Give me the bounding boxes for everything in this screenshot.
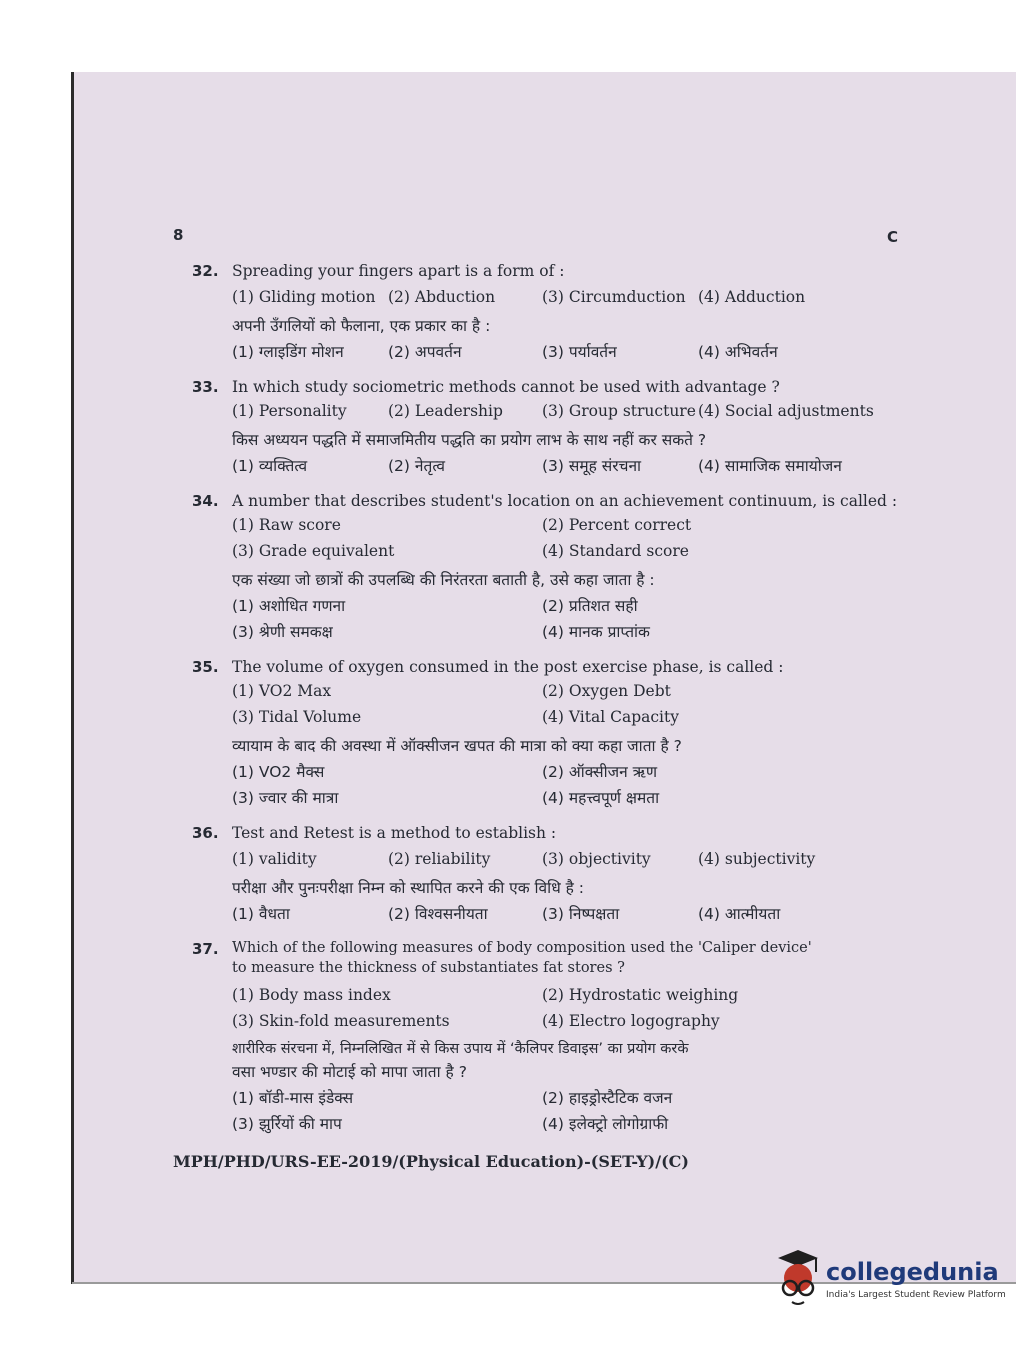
option-4-en: (4) Adduction: [698, 288, 806, 306]
option-4-en: (4) Social adjustments: [698, 402, 874, 420]
option-1-hi: (1) व्यक्तित्व: [232, 457, 308, 475]
option-2-en: (2) reliability: [388, 850, 491, 868]
option-4-hi: (4) महत्त्वपूर्ण क्षमता: [542, 789, 660, 807]
question-text-hi: एक संख्या जो छात्रों की उपलब्धि की निरंतरता बताती है, उसे कहा जाता है :: [232, 571, 655, 589]
question-number: 36.: [192, 824, 219, 842]
option-3-hi: (3) पर्यावर्तन: [542, 343, 617, 361]
question-text-hi: शारीरिक संरचना में, निम्नलिखित में से किस उपाय में ‘कैलिपर डिवाइस’ का प्रयोग करके: [232, 1041, 689, 1057]
option-1-hi: (1) VO2 मैक्स: [232, 763, 325, 781]
question-text-en: The volume of oxygen consumed in the post exercise phase, is called :: [232, 658, 784, 676]
collegedunia-logo: [768, 1248, 1006, 1310]
option-2-en: (2) Abduction: [388, 288, 496, 306]
exam-code-footer: MPH/PHD/URS-EE-2019/(Physical Education)-(SET-Y)/(C): [173, 1152, 689, 1171]
option-3-en: (3) objectivity: [542, 850, 651, 868]
option-3-hi: (3) श्रेणी समकक्ष: [232, 623, 333, 641]
logo-name: collegedunia: [826, 1258, 999, 1286]
option-1-en: (1) VO2 Max: [232, 682, 332, 700]
option-4-hi: (4) इलेक्ट्रो लोगोग्राफी: [542, 1115, 669, 1133]
option-1-en: (1) Body mass index: [232, 986, 391, 1004]
option-3-en: (3) Tidal Volume: [232, 708, 362, 726]
option-1-en: (1) Raw score: [232, 516, 341, 534]
mascot-icon: [768, 1248, 824, 1310]
option-2-hi: (2) प्रतिशत सही: [542, 597, 638, 615]
option-1-hi: (1) बॉडी-मास इंडेक्स: [232, 1089, 354, 1107]
option-3-hi: (3) समूह संरचना: [542, 457, 642, 475]
option-1-hi: (1) वैधता: [232, 905, 290, 923]
option-2-en: (2) Leadership: [388, 402, 503, 420]
option-1-en: (1) Gliding motion: [232, 288, 376, 306]
option-2-en: (2) Hydrostatic weighing: [542, 986, 739, 1004]
question-text-en-cont: to measure the thickness of substantiates fat stores ?: [232, 960, 625, 976]
question-number: 35.: [192, 658, 219, 676]
option-1-en: (1) validity: [232, 850, 317, 868]
option-3-en: (3) Group structure: [542, 402, 696, 420]
option-4-hi: (4) आत्मीयता: [698, 905, 781, 923]
question-text-en: Test and Retest is a method to establish :: [232, 824, 557, 842]
option-1-hi: (1) ग्लाइडिंग मोशन: [232, 343, 344, 361]
question-text-en: Spreading your fingers apart is a form of :: [232, 262, 565, 280]
question-number: 34.: [192, 492, 219, 510]
option-4-hi: (4) सामाजिक समायोजन: [698, 457, 842, 475]
page-number: 8: [173, 226, 184, 244]
option-2-en: (2) Percent correct: [542, 516, 692, 534]
scan-edge: [71, 72, 74, 1284]
option-4-hi: (4) अभिवर्तन: [698, 343, 778, 361]
option-2-hi: (2) विश्वसनीयता: [388, 905, 488, 923]
option-3-hi: (3) निष्पक्षता: [542, 905, 620, 923]
option-3-hi: (3) ज्वार की मात्रा: [232, 789, 339, 807]
option-4-hi: (4) मानक प्राप्तांक: [542, 623, 650, 641]
option-2-hi: (2) नेतृत्व: [388, 457, 446, 475]
question-number: 33.: [192, 378, 219, 396]
question-text-hi: परीक्षा और पुनःपरीक्षा निम्न को स्थापित करने की एक विधि है :: [232, 879, 585, 897]
option-2-hi: (2) ऑक्सीजन ऋण: [542, 763, 658, 781]
option-4-en: (4) subjectivity: [698, 850, 816, 868]
option-4-en: (4) Vital Capacity: [542, 708, 680, 726]
option-1-hi: (1) अशोधित गणना: [232, 597, 346, 615]
question-text-hi: अपनी उँगलियों को फैलाना, एक प्रकार का है :: [232, 317, 491, 335]
option-4-en: (4) Standard score: [542, 542, 689, 560]
option-2-hi: (2) हाइड्रोस्टैटिक वजन: [542, 1089, 673, 1107]
set-code: C: [887, 228, 899, 246]
option-2-en: (2) Oxygen Debt: [542, 682, 671, 700]
question-text-hi: व्यायाम के बाद की अवस्था में ऑक्सीजन खपत की मात्रा को क्या कहा जाता है ?: [232, 737, 682, 755]
question-text-hi-cont: वसा भण्डार की मोटाई को मापा जाता है ?: [232, 1063, 467, 1081]
question-number: 32.: [192, 262, 219, 280]
option-3-hi: (3) झुर्रियों की माप: [232, 1115, 342, 1133]
question-text-en: A number that describes student's location on an achievement continuum, is called :: [232, 492, 898, 510]
option-1-en: (1) Personality: [232, 402, 347, 420]
option-3-en: (3) Circumduction: [542, 288, 686, 306]
option-2-hi: (2) अपवर्तन: [388, 343, 462, 361]
question-number: 37.: [192, 940, 219, 958]
logo-tagline: India's Largest Student Review Platform: [826, 1290, 1006, 1300]
option-3-en: (3) Skin-fold measurements: [232, 1012, 450, 1030]
question-text-hi: किस अध्ययन पद्धति में समाजमितीय पद्धति का प्रयोग लाभ के साथ नहीं कर सकते ?: [232, 431, 707, 449]
question-text-en: In which study sociometric methods cannot be used with advantage ?: [232, 378, 780, 396]
question-text-en: Which of the following measures of body composition used the 'Caliper device': [232, 940, 812, 956]
option-3-en: (3) Grade equivalent: [232, 542, 395, 560]
option-4-en: (4) Electro logography: [542, 1012, 720, 1030]
